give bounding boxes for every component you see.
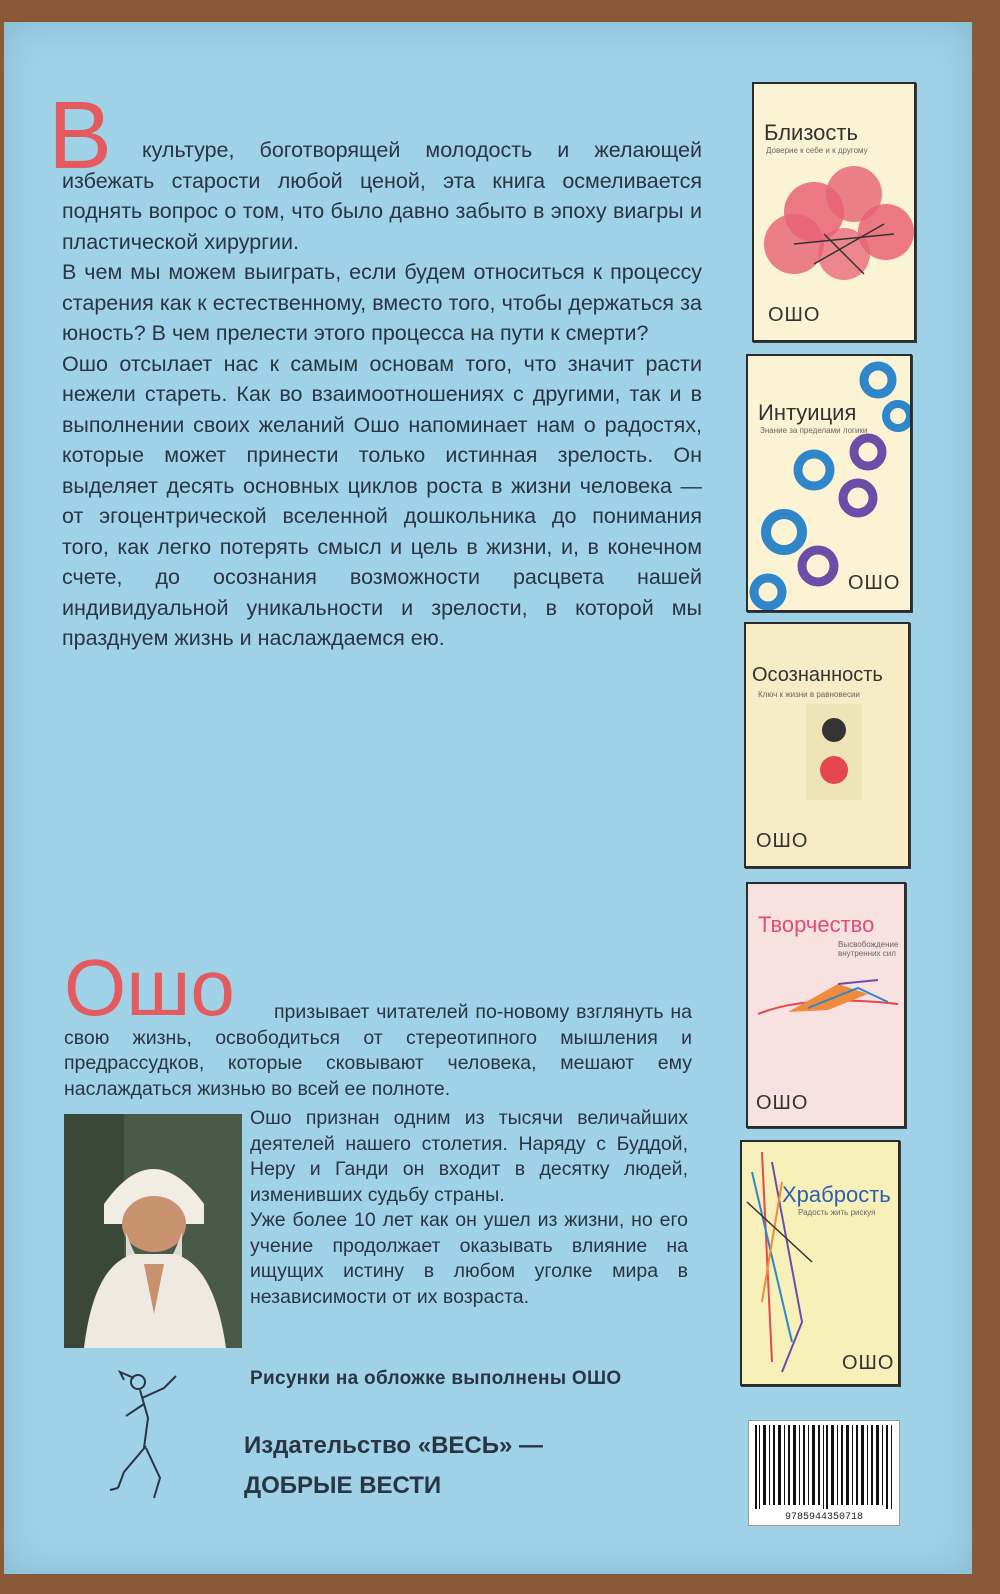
book-author: ОШО [768, 304, 821, 326]
intro-paragraph: В чем мы можем выиграть, если будем относиться к процессу старения как к естественному, вместо того, чтобы держаться за юность? В чем прелести этого процесса на пути к смерти? [62, 260, 702, 345]
book-thumbnail-tvorchestvo [746, 882, 906, 1128]
publisher-name: Издательство «ВЕСЬ» — [244, 1432, 544, 1459]
bio-paragraph: Уже более 10 лет как он ушел из жизни, но его учение продолжает оказывать влияние на ищущих истину в любом уголке мира в независимости от их возраста. [250, 1209, 688, 1308]
book-art [748, 884, 904, 1126]
book-title: Близость [764, 120, 858, 145]
author-bio [250, 1106, 688, 1310]
book-thumbnail-hrabrost [740, 1140, 900, 1386]
book-back-cover [4, 22, 972, 1574]
book-author: ОШО [848, 572, 901, 594]
book-art [742, 1142, 898, 1384]
author-name-heading: Ошо [64, 943, 235, 1032]
intro-paragraph: Ошо отсылает нас к самым основам того, что значит расти нежели стареть. Как во взаимоотношениях с другими, так и в выполнении своих желаний Ошо напоминает нам о радостях, которые может принести только истинная зрелость. Он выделяет десять основных циклов роста в жизни человека — от эгоцентрической вселенной дошкольника до понимания того, как легко потерять смысл и цель в жизни, и, в конечном счете, до осознания возможности расцвета нашей индивидуальной уникальности и зрелости, в которой мы празднуем жизнь и наслаждаемся ею. [62, 351, 702, 650]
author-portrait [64, 1114, 242, 1348]
book-subtitle: Доверие к себе и к другому [766, 146, 868, 155]
book-thumbnail-osoznannost [744, 622, 910, 868]
book-title: Творчество [758, 912, 875, 937]
book-subtitle: Радость жить рискуя [798, 1208, 876, 1217]
drop-cap: В [48, 82, 113, 189]
publisher-slogan: ДОБРЫЕ ВЕСТИ [244, 1472, 442, 1499]
intro-text [62, 135, 702, 654]
author-lead-text [64, 1000, 692, 1102]
author-lead-paragraph: призывает читателей по-новому взглянуть на свою жизнь, освободиться от стереотипного мышления и предрассудков, которые сковывают человека, мешают ему наслаждаться жизнью во всей ее полноте. [64, 1001, 692, 1100]
book-art [754, 84, 914, 340]
book-subtitle: Ключ к жизни в равновесии [758, 690, 860, 699]
barcode-bars [749, 1425, 899, 1511]
isbn-barcode [748, 1420, 900, 1526]
bio-paragraph: Ошо признан одним из тысячи величайших деятелей нашего столетия. Наряду с Буддой, Неру и Ганди он входит в десятку людей, изменивших судьбу страны. [250, 1107, 688, 1206]
book-author: ОШО [756, 1092, 809, 1114]
book-subtitle: Высвобождение внутренних сил [838, 940, 899, 958]
book-author: ОШО [756, 830, 809, 852]
intro-paragraph: культуре, боготворящей молодость и желающей избежать старости любой ценой, эта книга осмеливается поднять вопрос о том, что было давно забыто в эпоху виагры и пластической хирургии. [62, 138, 702, 254]
book-title: Осознанность [752, 664, 883, 686]
book-thumbnail-intuiciya [746, 354, 912, 612]
runner-figure-logo [104, 1368, 214, 1508]
publisher-block [244, 1426, 543, 1506]
book-title: Интуиция [758, 400, 857, 425]
illustration-credit: Рисунки на обложке выполнены ОШО [250, 1368, 622, 1389]
book-subtitle: Знание за пределами логики [760, 426, 868, 435]
book-title: Храбрость [782, 1182, 891, 1207]
book-author: ОШО [842, 1352, 895, 1374]
isbn-number: 9785944350718 [784, 1512, 863, 1523]
book-thumbnail-blizost [752, 82, 916, 342]
